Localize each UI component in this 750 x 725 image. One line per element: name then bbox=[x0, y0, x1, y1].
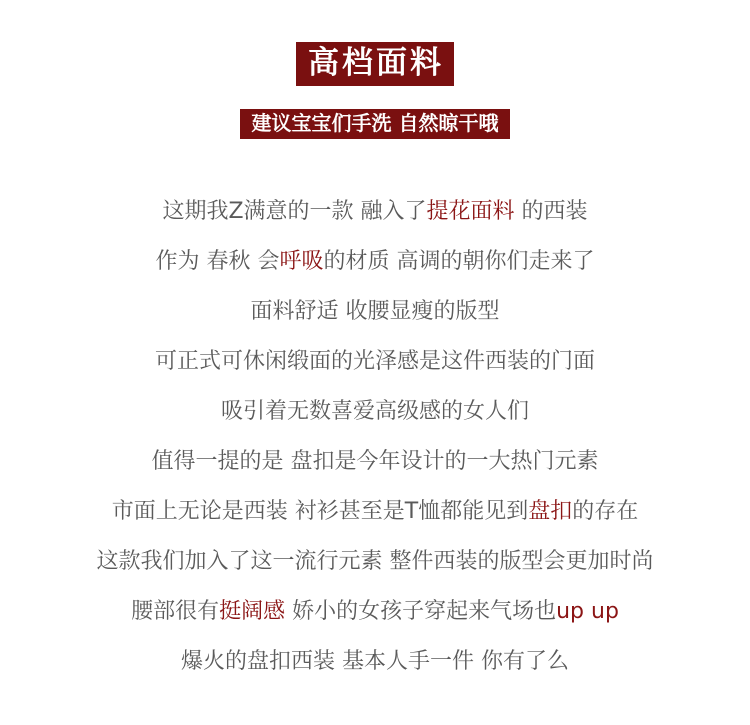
highlighted-text: 盘扣 bbox=[528, 499, 573, 524]
page-title: 高档面料 bbox=[296, 42, 454, 86]
description-line bbox=[0, 390, 750, 440]
line-text: 的西装 bbox=[514, 199, 588, 224]
highlighted-text: 提花面料 bbox=[426, 199, 515, 224]
line-text: 市面上无论是西装 衬衫甚至是T恤都能见到 bbox=[111, 499, 529, 524]
description-line bbox=[0, 190, 750, 240]
description-line bbox=[0, 340, 750, 390]
line-text: 面料舒适 收腰显瘦的版型 bbox=[250, 299, 500, 324]
description-text bbox=[0, 190, 750, 690]
line-text: 值得一提的是 盘扣是今年设计的一大热门元素 bbox=[151, 449, 599, 474]
description-line bbox=[0, 240, 750, 290]
line-text: 爆火的盘扣西装 基本人手一件 你有了么 bbox=[181, 649, 569, 674]
line-text: 的材质 高调的朝你们走来了 bbox=[323, 249, 595, 274]
line-text: 腰部很有 bbox=[131, 599, 220, 624]
description-line bbox=[0, 290, 750, 340]
line-text: 这款我们加入了这一流行元素 整件西装的版型会更加时尚 bbox=[96, 549, 654, 574]
line-text: 这期我Z满意的一款 融入了 bbox=[162, 199, 427, 224]
line-text: 娇小的女孩子穿起来气场也 bbox=[285, 599, 557, 624]
description-line bbox=[0, 640, 750, 690]
line-text: 的存在 bbox=[572, 499, 639, 524]
highlighted-text: up up bbox=[556, 599, 619, 624]
subtitle-banner bbox=[0, 109, 750, 139]
line-text: 吸引着无数喜爱高级感的女人们 bbox=[220, 399, 529, 424]
highlighted-text: 呼吸 bbox=[279, 249, 324, 274]
line-text: 可正式可休闲缎面的光泽感是这件西装的门面 bbox=[154, 349, 595, 374]
highlighted-text: 挺阔感 bbox=[219, 599, 286, 624]
description-line bbox=[0, 440, 750, 490]
title-banner bbox=[0, 42, 750, 86]
description-line bbox=[0, 490, 750, 540]
description-line bbox=[0, 540, 750, 590]
description-line bbox=[0, 590, 750, 640]
line-text: 作为 春秋 会 bbox=[155, 249, 280, 274]
page-subtitle: 建议宝宝们手洗 自然晾干哦 bbox=[240, 109, 511, 139]
